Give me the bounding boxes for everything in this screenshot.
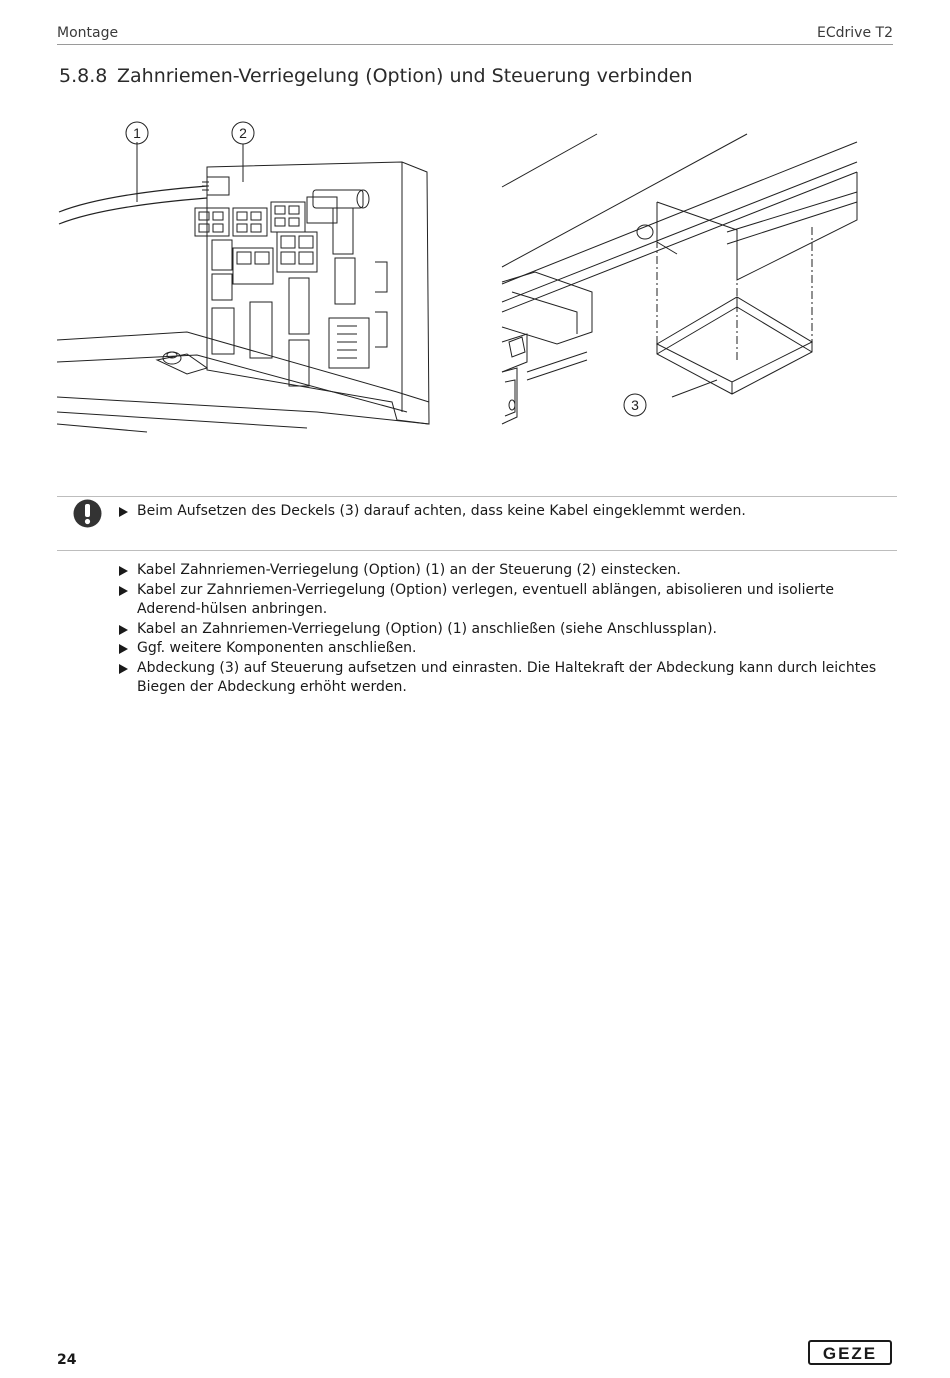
section-heading: Zahnriemen-Verriegelung (Option) und Steuerung verbinden <box>117 65 693 87</box>
section-title <box>59 65 693 87</box>
callout-2: 2 <box>239 125 247 141</box>
notice-top-divider <box>57 496 897 497</box>
list-item: Kabel zur Zahnriemen-Verriegelung (Option) verlegen, eventuell ablängen, abisolieren und isolierte Aderend-hülsen anbringen. <box>118 581 898 620</box>
logo-text: GEZE <box>822 1344 878 1363</box>
section-number: 5.8.8 <box>59 65 108 87</box>
page-number: 24 <box>57 1352 77 1368</box>
header-divider <box>57 44 893 45</box>
callout-1: 1 <box>133 125 141 141</box>
cover-housing-drawing <box>502 134 857 424</box>
header-product: ECdrive T2 <box>817 25 893 41</box>
control-board-drawing <box>57 142 429 432</box>
instruction-list <box>118 561 898 698</box>
exclamation-icon <box>73 499 102 528</box>
geze-logo <box>808 1340 892 1365</box>
notice-bottom-divider <box>57 550 897 551</box>
list-item: Kabel Zahnriemen-Verriegelung (Option) (1) an der Steuerung (2) einstecken. <box>118 561 898 581</box>
header-section: Montage <box>57 25 119 41</box>
list-item: Kabel an Zahnriemen-Verriegelung (Option) (1) anschließen (siehe Anschlussplan). <box>118 620 898 640</box>
callout-markers <box>126 122 646 416</box>
notice-text: Beim Aufsetzen des Deckels (3) darauf achten, dass keine Kabel eingeklemmt werden. <box>118 502 746 520</box>
installation-illustration <box>57 112 897 442</box>
list-item: Ggf. weitere Komponenten anschließen. <box>118 639 898 659</box>
list-item: Abdeckung (3) auf Steuerung aufsetzen und einrasten. Die Haltekraft der Abdeckung kann durch leichtes Biegen der Abdeckung erhöht werden. <box>118 659 898 698</box>
callout-3: 3 <box>631 397 639 413</box>
